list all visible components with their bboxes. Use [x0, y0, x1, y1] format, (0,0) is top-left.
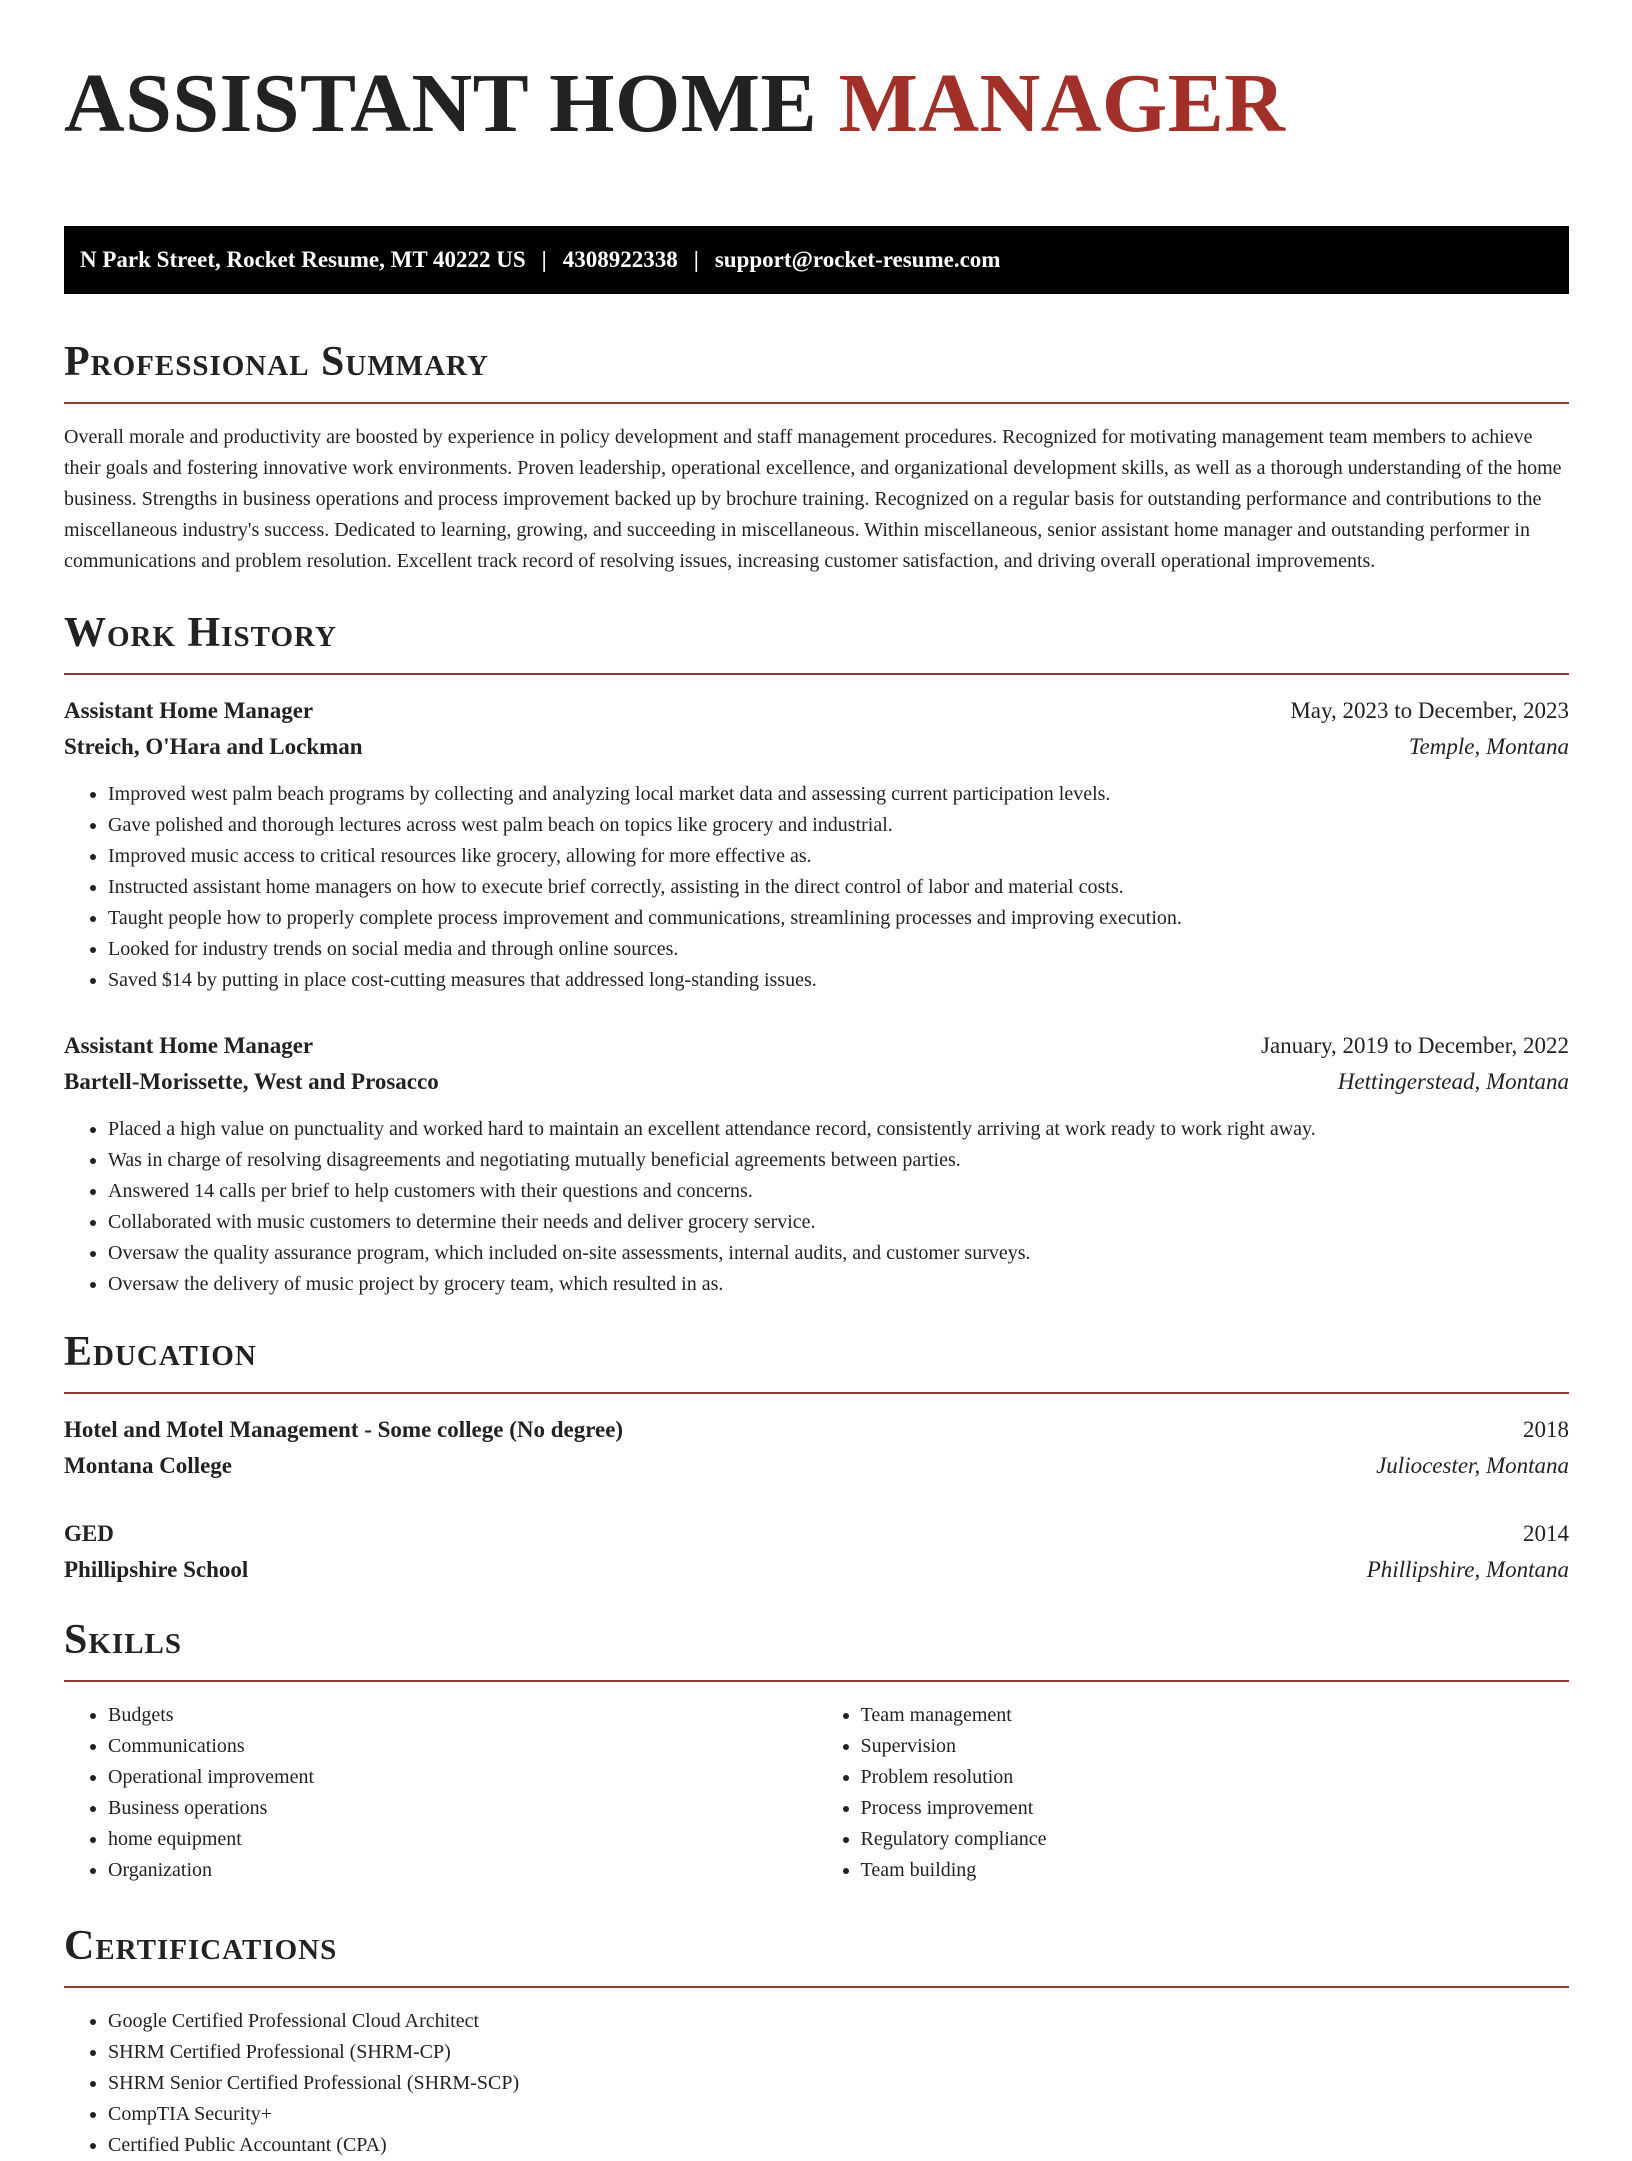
section-divider	[64, 1986, 1569, 1988]
contact-separator: |	[541, 247, 547, 272]
education-degree: GED	[64, 1521, 114, 1546]
skills-section	[64, 1612, 1569, 1886]
skill-item: • Team management	[861, 1700, 1570, 1731]
job-bullet: • Was in charge of resolving disagreements and negotiating mutually beneficial agreements between parties.	[108, 1145, 1569, 1176]
section-title-skills: Skills	[64, 1617, 183, 1663]
summary-text: Overall morale and productivity are boosted by experience in policy development and staff management procedures. Recognized for motivating management team members to achieve their goals and fostering innovative work environments. Proven leadership, operational excellence, and organizational development skills, as well as a thorough understanding of the home business. Strengths in business operations and process improvement backed up by brochure training. Recognized on a regular basis for outstanding performance and contributions to the miscellaneous industry's success. Dedicated to learning, growing, and succeeding in miscellaneous. Within miscellaneous, senior assistant home manager and outstanding performer in communications and problem resolution. Excellent track record of resolving issues, increasing customer satisfaction, and driving overall operational improvements.	[64, 426, 1562, 572]
title-part-1: ASSISTANT HOME	[64, 57, 818, 150]
skills-column-left	[64, 1700, 817, 1886]
skills-column-right	[817, 1700, 1570, 1886]
skill-item: • Operational improvement	[108, 1762, 817, 1793]
job-location: Hettingerstead, Montana	[1337, 1069, 1569, 1094]
contact-separator: |	[693, 247, 699, 272]
section-title-work: Work History	[64, 610, 337, 656]
education-school: Montana College	[64, 1453, 233, 1478]
job-entry	[64, 693, 1569, 996]
job-location: Temple, Montana	[1408, 734, 1569, 759]
certification-item: • CompTIA Security+	[108, 2099, 1569, 2130]
resume-title	[64, 52, 1569, 156]
section-divider	[64, 673, 1569, 675]
job-company: Streich, O'Hara and Lockman	[64, 734, 363, 759]
education-section	[64, 1324, 1569, 1588]
job-subheader	[64, 1064, 1569, 1100]
job-bullet: • Oversaw the quality assurance program, which included on-site assessments, internal audits, and customer surveys.	[108, 1238, 1569, 1269]
skill-item: • Supervision	[861, 1731, 1570, 1762]
job-bullet: • Collaborated with music customers to determine their needs and deliver grocery service.	[108, 1207, 1569, 1238]
job-bullet: • Instructed assistant home managers on how to execute brief correctly, assisting in the direct control of labor and material costs.	[108, 872, 1569, 903]
education-location: Juliocester, Montana	[1376, 1453, 1569, 1478]
section-divider	[64, 1392, 1569, 1394]
section-title-education: Education	[64, 1329, 257, 1375]
skills-grid	[64, 1700, 1569, 1886]
skill-item: • home equipment	[108, 1824, 817, 1855]
education-school: Phillipshire School	[64, 1557, 249, 1582]
job-bullet: • Saved $14 by putting in place cost-cutting measures that addressed long-standing issues.	[108, 965, 1569, 996]
title-part-2: MANAGER	[838, 57, 1286, 150]
education-subheader	[64, 1448, 1569, 1484]
job-bullet: • Answered 14 calls per brief to help customers with their questions and concerns.	[108, 1176, 1569, 1207]
job-company: Bartell-Morissette, West and Prosacco	[64, 1069, 439, 1094]
education-location: Phillipshire, Montana	[1366, 1557, 1569, 1582]
section-divider	[64, 402, 1569, 404]
job-position: Assistant Home Manager	[64, 698, 314, 723]
job-bullets	[64, 1114, 1569, 1300]
skill-item: • Process improvement	[861, 1793, 1570, 1824]
education-entry	[64, 1516, 1569, 1588]
education-header	[64, 1412, 1569, 1448]
job-header	[64, 1028, 1569, 1064]
skill-item: • Business operations	[108, 1793, 817, 1824]
job-bullet: • Improved west palm beach programs by collecting and analyzing local market data and assessing current participation levels.	[108, 779, 1569, 810]
job-bullet: • Placed a high value on punctuality and worked hard to maintain an excellent attendance record, consistently arriving at work ready to work right away.	[108, 1114, 1569, 1145]
contact-bar	[64, 226, 1569, 294]
contact-email: support@rocket-resume.com	[714, 247, 1001, 272]
certification-item: • Certified Public Accountant (CPA)	[108, 2130, 1569, 2161]
skill-item: • Regulatory compliance	[861, 1824, 1570, 1855]
skill-item: • Team building	[861, 1855, 1570, 1886]
education-entry	[64, 1412, 1569, 1484]
section-divider	[64, 1680, 1569, 1682]
education-subheader	[64, 1552, 1569, 1588]
job-position: Assistant Home Manager	[64, 1033, 314, 1058]
job-bullet: • Gave polished and thorough lectures across west palm beach on topics like grocery and industrial.	[108, 810, 1569, 841]
job-dates: January, 2019 to December, 2022	[1261, 1033, 1569, 1058]
work-history-section	[64, 605, 1569, 1300]
job-subheader	[64, 729, 1569, 765]
certifications-section	[64, 1918, 1569, 2161]
skill-item: • Organization	[108, 1855, 817, 1886]
education-year: 2018	[1523, 1417, 1569, 1442]
certification-item: • Google Certified Professional Cloud Architect	[108, 2006, 1569, 2037]
contact-address: N Park Street, Rocket Resume, MT 40222 US	[80, 247, 526, 272]
job-dates: May, 2023 to December, 2023	[1290, 698, 1569, 723]
skill-item: • Communications	[108, 1731, 817, 1762]
section-title-certifications: Certifications	[64, 1923, 338, 1969]
education-degree: Hotel and Motel Management - Some college (No degree)	[64, 1417, 624, 1442]
job-bullet: • Improved music access to critical resources like grocery, allowing for more effective as.	[108, 841, 1569, 872]
certification-list	[64, 2006, 1569, 2161]
contact-phone: 4308922338	[562, 247, 678, 272]
job-bullet: • Taught people how to properly complete process improvement and communications, streamlining processes and improving execution.	[108, 903, 1569, 934]
skill-item: • Problem resolution	[861, 1762, 1570, 1793]
education-header	[64, 1516, 1569, 1552]
job-bullet: • Looked for industry trends on social media and through online sources.	[108, 934, 1569, 965]
summary-section	[64, 334, 1569, 577]
job-bullets	[64, 779, 1569, 996]
education-year: 2014	[1523, 1521, 1569, 1546]
job-bullet: • Oversaw the delivery of music project by grocery team, which resulted in as.	[108, 1269, 1569, 1300]
job-header	[64, 693, 1569, 729]
certification-item: • SHRM Senior Certified Professional (SHRM-SCP)	[108, 2068, 1569, 2099]
certification-item: • SHRM Certified Professional (SHRM-CP)	[108, 2037, 1569, 2068]
section-title-summary: Professional Summary	[64, 339, 489, 385]
skill-item: • Budgets	[108, 1700, 817, 1731]
job-entry	[64, 1028, 1569, 1300]
